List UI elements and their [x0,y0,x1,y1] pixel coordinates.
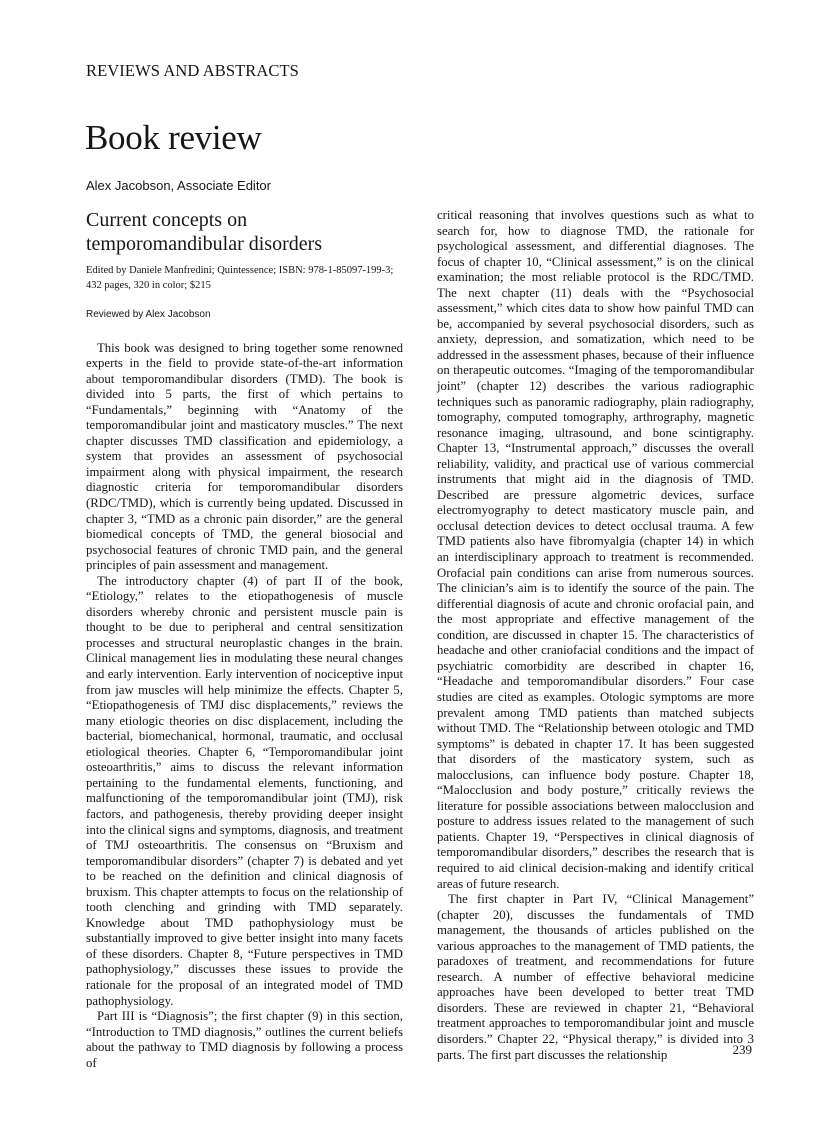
body-paragraph: The first chapter in Part IV, “Clinical Management” (chapter 20), discusses the fundamentals of TMD management, the thousands of articles published on the various approaches to the management of TMD patients, the paradoxes of treatment, and recommendations for future research. A number of effective behavioral medicine approaches have been developed to better treat TMD disorders. These are reviewed in chapter 21, “Behavioral treatment approaches to temporomandibular joint and muscle disorders.” Chapter 22, “Physical therapy,” is divided into 3 parts. The first part discusses the relationship [437,892,754,1062]
body-paragraph: critical reasoning that involves questions such as what to search for, how to diagnose TMD, the rationale for psychological assessment, and differential diagnoses. The focus of chapter 10, “Clinical assessment,” is on the clinical examination; the most reliable protocol is the RDC/TMD. The next chapter (11) deals with the “Psychosocial assessment,” which cites data to show how painful TMD can be, accompanied by several psychosocial disorders, such as anxiety, depression, and somatization, which need to be addressed in the assessment phases, because of their influence on therapeutic outcomes. “Imaging of the temporomandibular joint” (chapter 12) describes the various radiographic techniques such as panoramic radiography, plain radiography, tomography, computed tomography, arthrography, magnetic resonance imaging, ultrasound, and bone scintigraphy. Chapter 13, “Instrumental approach,” discusses the overall reliability, validity, and practical use of various commercial instruments that might aid in the diagnosis of TMD. Described are pressure algometric devices, surface electromyography to detect masticatory muscle pain, and occlusal detection devices to detect occlusal trauma. A few TMD patients also have fibromyalgia (chapter 14) in which an interdisciplinary approach to treatment is recommended. Orofacial pain conditions can arise from numerous sources. The clinician’s aim is to identify the source of the pain. The differential diagnosis of acute and chronic orofacial pain, and the most appropriate and effective management of the condition, are discussed in chapter 15. The characteristics of headache and other craniofacial conditions and the impact of psychiatric comorbidity are described in chapter 16, “Headache and temporomandibular disorders.” Four case studies are cited as examples. Otologic symptoms are more prevalent among TMD patients than matched subjects without TMD. The “Relationship between otologic and TMD symptoms” is debated in chapter 17. It has been suggested that disorders of the masticatory system, such as malocclusions, can influence body posture. Chapter 18, “Malocclusion and body posture,” critically reviews the literature for possible associations between malocclusion and posture to address issues related to the management of such patients. Chapter 19, “Perspectives in clinical diagnosis of temporomandibular disorders,” describes the research that is required to aid clinical decision-making and identify critical areas of future research. [437,208,754,891]
left-column [86,208,403,1071]
page-title: Book review [85,118,262,157]
right-column [437,208,754,1063]
editor-line: Alex Jacobson, Associate Editor [86,178,271,193]
book-citation: Edited by Daniele Manfredini; Quintessence; ISBN: 978-1-85097-199-3; 432 pages, 320 in color; $215 [86,265,394,291]
reviewer-line: Reviewed by Alex Jacobson [86,309,211,320]
page-number: 239 [732,1042,752,1057]
body-paragraph: The introductory chapter (4) of part II of the book, “Etiology,” relates to the etiopathogenesis of muscle disorders whereby chronic and persistent muscle pain is thought to be due to peripheral and central sensitization processes and structural neuroplastic changes in the brain. Clinical management lies in modulating these neural changes and early intervention. Early intervention of nociceptive input from jaw muscles will help minimize the effects. Chapter 5, “Etiopathogenesis of TMJ disc displacements,” reviews the many etiologic theories on disc displacement, including the bacterial, biomechanical, hormonal, traumatic, and occlusal etiological theories. Chapter 6, “Temporomandibular joint osteoarthritis,” aims to discuss the relevant information pertaining to the fundamental elements, functioning, and malfunctioning of the temporomandibular joint (TMJ), risk factors, and pathogenesis, thereby providing deeper insight into the clinical signs and symptoms, diagnosis, and treatment of TMJ osteoarthritis. The consensus on “Bruxism and temporomandibular disorders” (chapter 7) is debated and yet to be reached on the definition and clinical diagnosis of bruxism. This chapter attempts to focus on the relationship of tooth clenching and grinding with TMD separately. Knowledge about TMD pathophysiology must be substantially improved to give better insight into many facets of these disorders. Chapter 8, “Future perspectives in TMD pathophysiology,” discusses these issues to provide the rationale for the proposal of an integrated model of TMD pathophysiology. [86,573,403,1008]
section-label: REVIEWS AND ABSTRACTS [86,61,299,80]
body-paragraph: This book was designed to bring together some renowned experts in the field to provide state-of-the-art information about temporomandibular disorders (TMD). The book is divided into 5 parts, the first of which pertains to “Fundamentals,” beginning with “Anatomy of the temporomandibular joint and masticatory muscles.” The next chapter discusses TMD classification and epidemiology, a system that provides an assessment of psychosocial impairment along with physical impairment, the research diagnostic criteria for temporomandibular disorders (RDC/TMD), which is currently being updated. Discussed in chapter 3, “TMD as a chronic pain disorder,” are the general biomedical concepts of TMD, the general biosocial and psychosocial features of chronic TMD pain, and the general principles of pain assessment and management. [86,340,403,573]
article-title: Current concepts on temporomandibular disorders [86,209,323,255]
body-paragraph: Part III is “Diagnosis”; the first chapter (9) in this section, “Introduction to TMD diagnosis,” outlines the current beliefs about the pathway to TMD diagnosis by following a process of [86,1009,403,1070]
